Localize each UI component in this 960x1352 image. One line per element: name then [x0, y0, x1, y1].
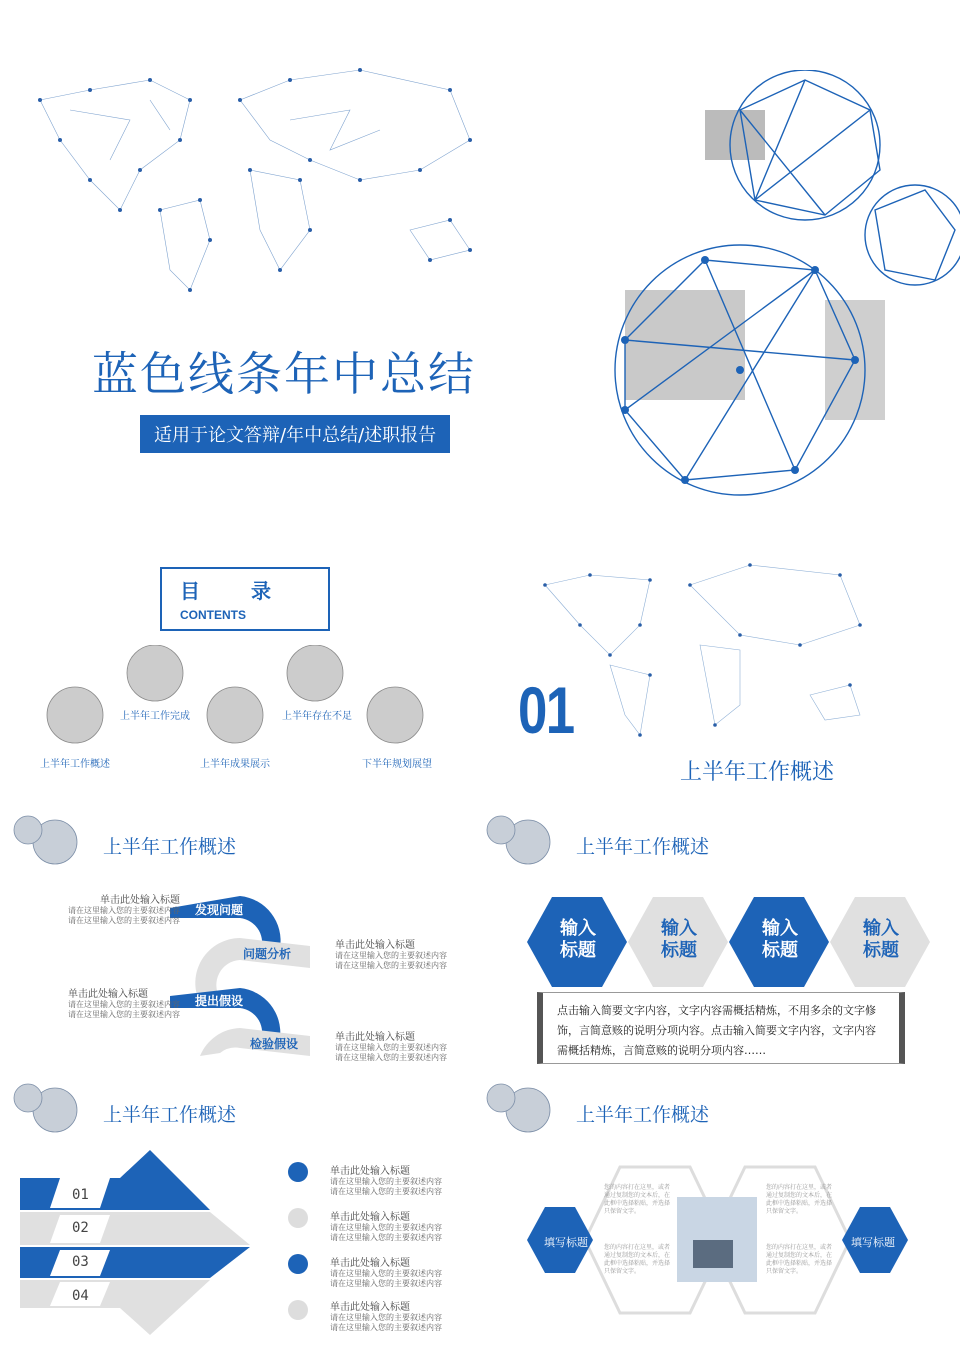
text-4-body: 请在这里输入您的主要叙述内容 — [335, 1043, 447, 1052]
toc-item-4[interactable]: 上半年存在不足 — [282, 711, 352, 722]
slide4-description: 点击输入简要文字内容，文字内容需概括精炼，不用多余的文字修饰，言简意赅的说明分项内容。点击输入简要文字内容，文字内容需概括精炼，言简意赅的说明分项内容…… — [537, 992, 905, 1064]
arrow-num-3: 03 — [72, 1254, 89, 1270]
text-1-head: 单击此处输入标题 — [100, 895, 180, 906]
toc-item-5[interactable]: 下半年规划展望 — [362, 759, 432, 770]
text-1-body-2: 请在这里输入您的主要叙述内容 — [68, 916, 180, 925]
section-world-map — [540, 555, 880, 750]
slide3-title: 上半年工作概述 — [103, 836, 237, 858]
toc-spheres — [40, 645, 440, 755]
slide6-text-1: 您的内容打在这里，或者通过复制您的文本后，在此框中选择粘贴，并选择只保留文字。 — [604, 1184, 671, 1215]
item-1-head: 单击此处输入标题 — [330, 1166, 410, 1177]
slide5-item-2 — [330, 1208, 442, 1243]
slide5-bullets — [286, 1160, 310, 1330]
step-hypothesis-label: 提出假设 — [195, 994, 244, 1008]
step-verify-label: 检验假设 — [250, 1037, 299, 1051]
slide5-arrow-graphic — [20, 1150, 250, 1335]
text-2-body: 请在这里输入您的主要叙述内容 — [335, 951, 447, 960]
slide6-text-2: 您的内容打在这里，或者通过复制您的文本后，在此框中选择粘贴，并选择只保留文字。 — [604, 1244, 671, 1275]
slide6-text-4: 您的内容打在这里，或者通过复制您的文本后，在此框中选择粘贴，并选择只保留文字。 — [766, 1244, 833, 1275]
arrow-num-4: 04 — [72, 1288, 89, 1304]
item-3-body-2: 请在这里输入您的主要叙述内容 — [330, 1279, 442, 1288]
slide3-text-3 — [68, 985, 180, 1020]
item-1-body: 请在这里输入您的主要叙述内容 — [330, 1177, 442, 1186]
slide3-text-1 — [68, 891, 180, 926]
slide3-sphere-icon — [10, 812, 80, 867]
text-1-body: 请在这里输入您的主要叙述内容 — [68, 906, 180, 915]
toc-item-3[interactable]: 上半年成果展示 — [200, 759, 270, 770]
slide6-text-3: 您的内容打在这里，或者通过复制您的文本后，在此框中选择粘贴，并选择只保留文字。 — [766, 1184, 833, 1215]
hex-1-label: 输入 标题 — [560, 918, 596, 961]
text-4-body-2: 请在这里输入您的主要叙述内容 — [335, 1053, 447, 1062]
item-2-body: 请在这里输入您的主要叙述内容 — [330, 1223, 442, 1232]
item-3-body: 请在这里输入您的主要叙述内容 — [330, 1269, 442, 1278]
item-2-body-2: 请在这里输入您的主要叙述内容 — [330, 1233, 442, 1242]
toc-heading-cn: 目 录 — [180, 579, 293, 603]
text-4-head: 单击此处输入标题 — [335, 1032, 415, 1043]
slide3-text-2 — [335, 936, 447, 971]
arrow-num-1: 01 — [72, 1187, 89, 1203]
item-2-head: 单击此处输入标题 — [330, 1212, 410, 1223]
slide3-text-4 — [335, 1028, 447, 1063]
toc-item-1[interactable]: 上半年工作概述 — [40, 759, 110, 770]
slide5-item-4 — [330, 1298, 442, 1333]
slide6-title: 上半年工作概述 — [576, 1104, 710, 1126]
text-2-body-2: 请在这里输入您的主要叙述内容 — [335, 961, 447, 970]
slide5-sphere-icon — [10, 1080, 80, 1135]
item-3-head: 单击此处输入标题 — [330, 1258, 410, 1269]
slide4-title: 上半年工作概述 — [576, 836, 710, 858]
section-title: 上半年工作概述 — [680, 760, 835, 785]
world-network-map — [30, 60, 500, 310]
slide6-sphere-icon — [483, 1080, 553, 1135]
hex-4-label: 输入 标题 — [863, 918, 899, 961]
item-4-body-2: 请在这里输入您的主要叙述内容 — [330, 1323, 442, 1332]
slide5-item-3 — [330, 1254, 442, 1289]
text-3-head: 单击此处输入标题 — [68, 989, 148, 1000]
text-2-head: 单击此处输入标题 — [335, 940, 415, 951]
step-analysis-label: 问题分析 — [243, 947, 292, 961]
step-discover-label: 发现问题 — [195, 903, 244, 917]
item-1-body-2: 请在这里输入您的主要叙述内容 — [330, 1187, 442, 1196]
slide6-right-label: 填写标题 — [851, 1236, 895, 1249]
section-number: 01 — [518, 673, 574, 747]
text-3-body: 请在这里输入您的主要叙述内容 — [68, 1000, 180, 1009]
item-4-body: 请在这里输入您的主要叙述内容 — [330, 1313, 442, 1322]
toc-item-2[interactable]: 上半年工作完成 — [120, 711, 190, 722]
slide5-title: 上半年工作概述 — [103, 1104, 237, 1126]
hex-3-label: 输入 标题 — [762, 918, 798, 961]
item-4-head: 单击此处输入标题 — [330, 1302, 410, 1313]
cover-title: 蓝色线条年中总结 — [92, 347, 476, 401]
toc-heading — [160, 567, 330, 631]
slide6-left-label: 填写标题 — [544, 1236, 588, 1249]
text-3-body-2: 请在这里输入您的主要叙述内容 — [68, 1010, 180, 1019]
slide4-sphere-icon — [483, 812, 553, 867]
slide5-item-1 — [330, 1162, 442, 1197]
cover-subtitle: 适用于论文答辩/年中总结/述职报告 — [140, 415, 450, 453]
toc-heading-en: CONTENTS — [180, 608, 246, 622]
hex-2-label: 输入 标题 — [661, 918, 697, 961]
geodesic-spheres-graphic — [595, 70, 960, 500]
arrow-num-2: 02 — [72, 1220, 89, 1236]
